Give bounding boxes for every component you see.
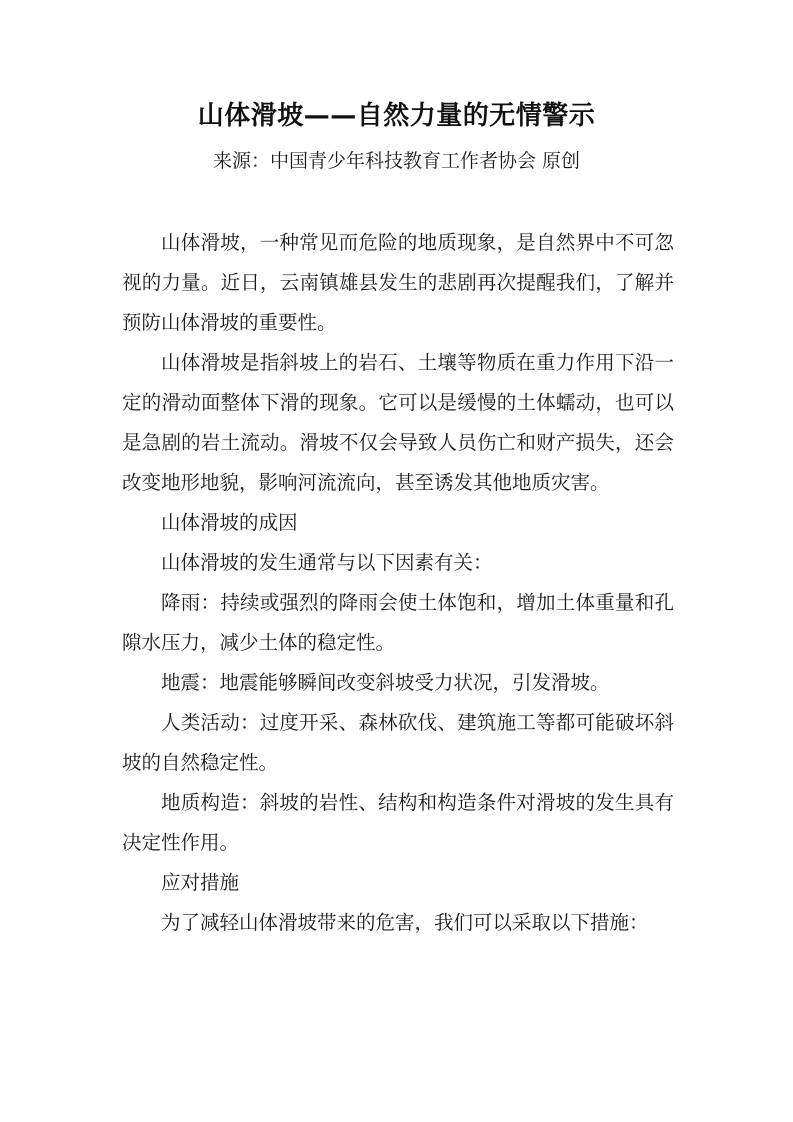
article-source: 来源：中国青少年科技教育工作者协会 原创 [212,150,581,172]
section-heading-measures: 应对措施 [161,871,240,894]
paragraph-measures-intro: 为了减轻山体滑坡带来的危害，我们可以采取以下措施： [161,911,649,934]
article-title: 山体滑坡——自然力量的无情警示 [197,101,596,131]
paragraph-cause-geology: 地质构造：斜坡的岩性、结构和构造条件对滑坡的发生具有决定性作用。 [122,791,674,854]
paragraph-cause-human-activity: 人类活动：过度开采、森林砍伐、建筑施工等都可能破坏斜坡的自然稳定性。 [122,711,674,774]
paragraph-intro: 山体滑坡，一种常见而危险的地质现象，是自然界中不可忽视的力量。近日，云南镇雄县发生的悲剧再次提醒我们，了解并预防山体滑坡的重要性。 [122,231,674,334]
article-body [122,223,674,943]
paragraph-cause-earthquake: 地震：地震能够瞬间改变斜坡受力状况，引发滑坡。 [161,671,610,694]
paragraph-causes-intro: 山体滑坡的发生通常与以下因素有关： [161,551,493,574]
paragraph-cause-rainfall: 降雨：持续或强烈的降雨会使土体饱和，增加土体重量和孔隙水压力，减少土体的稳定性。 [122,591,674,654]
section-heading-causes: 山体滑坡的成因 [161,511,298,534]
paragraph-definition: 山体滑坡是指斜坡上的岩石、土壤等物质在重力作用下沿一定的滑动面整体下滑的现象。它可以是缓慢的土体蠕动，也可以是急剧的岩土流动。滑坡不仅会导致人员伤亡和财产损失，还会改变地形地貌，影响河流流向，甚至诱发其他地质灾害。 [122,351,674,494]
